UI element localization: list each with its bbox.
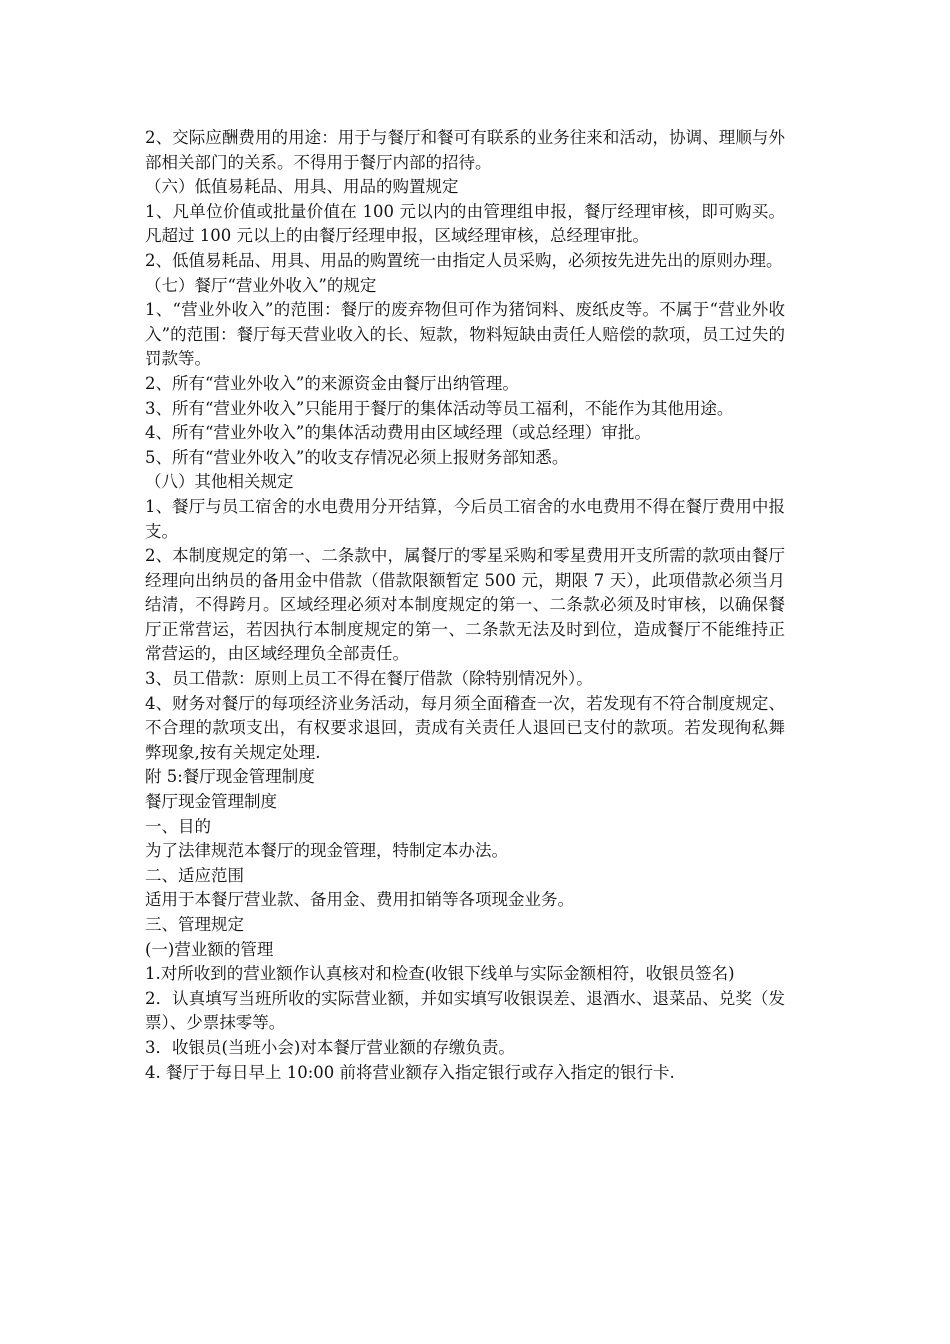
paragraph-utilities: 1、餐厅与员工宿舍的水电费用分开结算，今后员工宿舍的水电费用不得在餐厅费用中报支。	[145, 496, 785, 541]
heading-management-rules: 三、管理规定	[145, 915, 244, 934]
paragraph-revenue-fill: 2．认真填写当班所收的实际营业额，并如实填写收银误差、退酒水、退菜品、兑奖（发票）、少票抹零等。	[145, 988, 785, 1033]
paragraph-purpose: 为了法律规范本餐厅的现金管理，特制定本办法。	[145, 841, 508, 861]
document-page	[145, 126, 785, 1085]
section-heading-8: （八）其他相关规定	[145, 472, 294, 492]
paragraph-purchase-approval: 1、凡单位价值或批量价值在 100 元以内的由管理组申报，餐厅经理审核，即可购买。凡超过 100 元以上的由餐厅经理申报，区域经理审核，总经理审批。	[145, 201, 785, 246]
paragraph-other-income-report: 5、所有“营业外收入”的收支存情况必须上报财务部知悉。	[145, 447, 569, 467]
paragraph-scope: 适用于本餐厅营业款、备用金、费用扣销等各项现金业务。	[145, 890, 574, 910]
heading-revenue-management: (一)营业额的管理	[145, 939, 274, 959]
paragraph-other-income-approval: 4、所有“营业外收入”的集体活动费用由区域经理（或总经理）审批。	[145, 423, 651, 443]
paragraph-staff-loan: 3、员工借款：原则上员工不得在餐厅借款（除特别情况外）。	[145, 669, 593, 689]
paragraph-revenue-deposit: 4. 餐厅于每日早上 10:00 前将营业额存入指定银行或存入指定的银行卡.	[145, 1062, 675, 1082]
paragraph-revenue-check: 1.对所收到的营业额作认真核对和检查(收银下线单与实际金额相符，收银员签名)	[145, 964, 735, 984]
heading-scope: 二、适应范围	[145, 865, 244, 885]
paragraph-petty-cash-loan: 2、本制度规定的第一、二条款中，属餐厅的零星采购和零星费用开支所需的款项由餐厅经理向出纳员的备用金中借款（借款限额暂定 500 元，期限 7 天），此项借款必须当月结清，不得跨月。区域经理必须对本制度规定的第一、二条款必须及时审核，以确保餐厅正常营运，若因执行本制度规定的第一、二条款无法及时到位，造成餐厅不能维持正常营运的，由区域经理负全部责任。	[145, 546, 785, 664]
paragraph-purchase-fifo: 2、低值易耗品、用具、用品的购置统一由指定人员采购，必须按先进先出的原则办理。	[145, 250, 783, 270]
section-heading-6: （六）低值易耗品、用具、用品的购置规定	[145, 177, 459, 197]
section-heading-7: （七）餐厅“营业外收入”的规定	[145, 275, 377, 295]
paragraph-other-income-cashier: 2、所有“营业外收入”的来源资金由餐厅出纳管理。	[145, 373, 519, 393]
paragraph-other-income-use: 3、所有“营业外收入”只能用于餐厅的集体活动等员工福利，不能作为其他用途。	[145, 398, 734, 418]
paragraph-other-income-scope: 1、“营业外收入”的范围：餐厅的废弃物但可作为猪饲料、废纸皮等。不属于“营业外收入”的范围：餐厅每天营业收入的长、短款，物料短缺由责任人赔偿的款项，员工过失的罚款等。	[145, 300, 785, 369]
appendix-title: 附 5:餐厅现金管理制度	[145, 767, 315, 787]
document-title: 餐厅现金管理制度	[145, 792, 277, 812]
heading-purpose: 一、目的	[145, 816, 211, 836]
paragraph-audit: 4、财务对餐厅的每项经济业务活动，每月须全面稽查一次，若发现有不符合制度规定、不合理的款项支出，有权要求退回，责成有关责任人退回已支付的款项。若发现徇私舞弊现象,按有关规定处理.	[145, 693, 785, 762]
paragraph-revenue-responsibility: 3．收银员(当班小会)对本餐厅营业额的存缴负责。	[145, 1037, 515, 1057]
paragraph-entertainment-purpose: 2、交际应酬费用的用途：用于与餐厅和餐可有联系的业务往来和活动，协调、理顺与外部相关部门的关系。不得用于餐厅内部的招待。	[145, 128, 785, 172]
